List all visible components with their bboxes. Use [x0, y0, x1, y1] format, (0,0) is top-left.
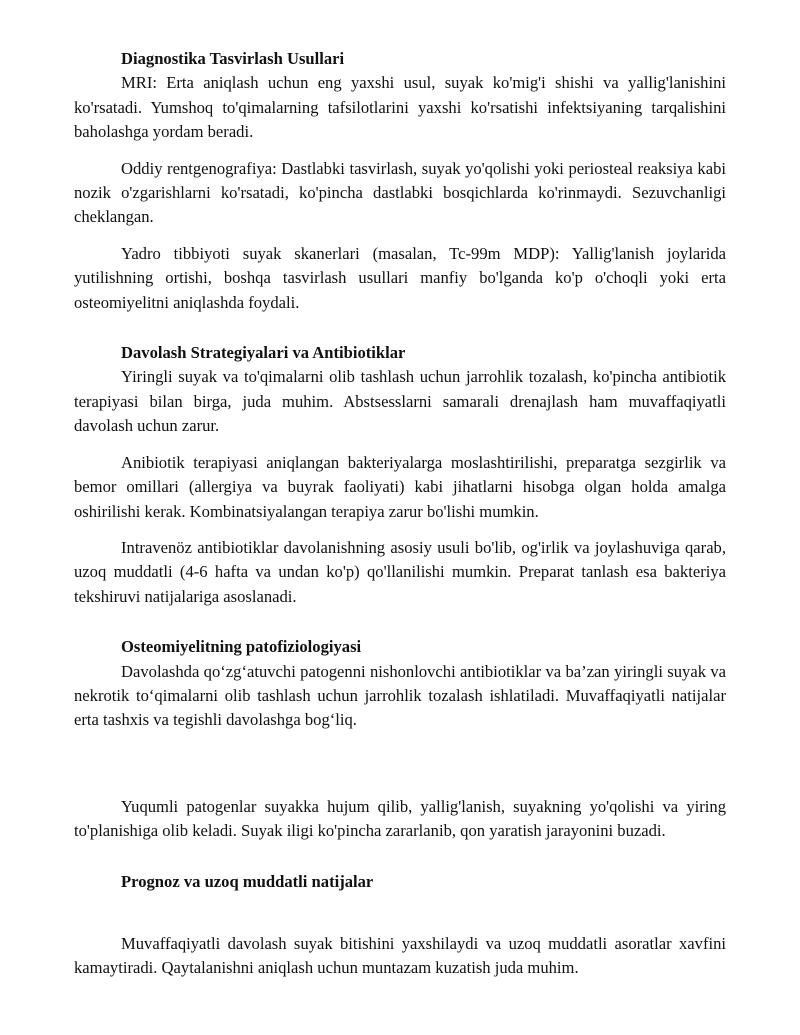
- section-heading-prognosis: Prognoz va uzoq muddatli natijalar: [121, 871, 374, 891]
- section-heading-treatment: Davolash Strategiyalari va Antibiotiklar: [121, 343, 406, 363]
- paragraph-treatment-summary: Davolashda qo‘zg‘atuvchi patogenni nishonlovchi antibiotiklar va ba’zan yiringli suyak va nekrotik to‘qimalarni olib tashlash uchun jarrohlik tozalash ishlatiladi. Muvaffaqiyatli natijalar erta tashxis va tegishli davolashga bog‘liq.: [74, 661, 726, 730]
- paragraph-bone-scan: Yadro tibbiyoti suyak skanerlari (masalan, Tc-99m MDP): Yallig'lanish joylarida yutilishning ortishi, boshqa tasvirlash usullari manfiy bo'lganda ko'p o'choqli yoki erta osteomiyelitni aniqlashda foydali.: [74, 243, 726, 312]
- document-body: [74, 47, 726, 981]
- paragraph-surgical-debridement: Yiringli suyak va to'qimalarni olib tashlash uchun jarrohlik tozalash, ko'pincha antibiotik terapiyasi bilan birga, juda muhim. Abstsesslarni samarali drenajlash ham muvaffaqiyatli davolash uchun zarur.: [74, 367, 726, 436]
- paragraph-antibiotic-therapy: Anibiotik terapiyasi aniqlangan bakteriyalarga moslashtirilishi, preparatga sezgirlik va bemor omillari (allergiya va buyrak faoliyati) kabi jihatlarni hisobga olgan holda amalga oshirilishi kerak. Kombinatsiyalangan terapiya zarur bo'lishi mumkin.: [74, 452, 726, 521]
- paragraph-prognosis: Muvaffaqiyatli davolash suyak bitishini yaxshilaydi va uzoq muddatli asoratlar xavfini kamaytiradi. Qaytalanishni aniqlash uchun muntazam kuzatish juda muhim.: [74, 933, 726, 978]
- paragraph-pathogens: Yuqumli patogenlar suyakka hujum qilib, yallig'lanish, suyakning yo'qolishi va yiring to'planishiga olib keladi. Suyak iligi ko'pincha zararlanib, qon yaratish jarayonini buzadi.: [74, 796, 726, 841]
- section-heading-pathophysiology: Osteomiyelitning patofiziologiyasi: [121, 637, 362, 657]
- paragraph-radiography: Oddiy rentgenografiya: Dastlabki tasvirlash, suyak yo'qolishi yoki periosteal reaksiya kabi nozik o'zgarishlarni ko'rsatadi, ko'pincha dastlabki bosqichlarda ko'rinmaydi. Sezuvchanligi cheklangan.: [74, 158, 726, 227]
- section-heading-diagnostics: Diagnostika Tasvirlash Usullari: [121, 49, 345, 68]
- paragraph-mri: MRI: Erta aniqlash uchun eng yaxshi usul, suyak ko'mig'i shishi va yallig'lanishini ko'rsatadi. Yumshoq to'qimalarning tafsilotlarini yaxshi ko'rsatishi infektsiyaning tarqalishini baholashga yordam beradi.: [74, 73, 726, 142]
- paragraph-intravenous-antibiotics: Intravenöz antibiotiklar davolanishning asosiy usuli bo'lib, og'irlik va joylashuviga qarab, uzoq muddatli (4-6 hafta va undan ko'p) qo'llanilishi mumkin. Preparat tanlash esa bakteriya tekshiruvi natijalariga asoslanadi.: [74, 537, 726, 606]
